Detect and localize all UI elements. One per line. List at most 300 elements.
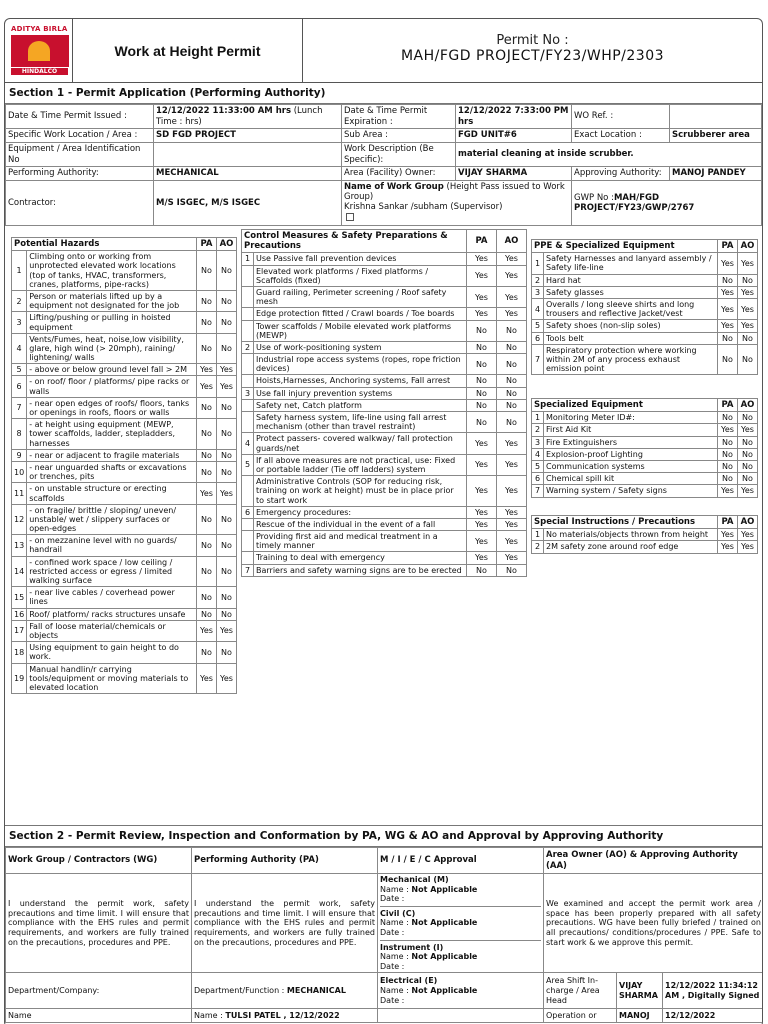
exact-location-label: Exact Location :	[572, 129, 670, 143]
hazard-row-row-pa: Yes	[197, 364, 217, 376]
control-row	[242, 387, 527, 399]
wg-column-header: Work Group / Contractors (WG)	[6, 848, 192, 874]
control-measures-table	[241, 229, 527, 577]
control-row-row-text: Hoists,Harnesses, Anchoring systems, Fall arrest	[254, 375, 467, 387]
control-row-row-pa: Yes	[467, 265, 497, 286]
ppe-row-row-number: 5	[532, 320, 544, 332]
hazard-row-row-pa: No	[197, 290, 217, 311]
hazard-row-row-ao: Yes	[217, 663, 237, 694]
special-equipment-row	[532, 448, 758, 460]
hazard-row-row-number: 9	[12, 449, 27, 461]
special-equipment-pa-header: PA	[718, 399, 738, 412]
ppe-row-row-number: 6	[532, 332, 544, 344]
special-equipment-row-row-number: 6	[532, 473, 544, 485]
control-row-row-pa: Yes	[467, 506, 497, 518]
hazard-row	[12, 251, 237, 291]
control-row-row-text: Safety net, Catch platform	[254, 399, 467, 411]
hazard-row-row-pa: No	[197, 461, 217, 482]
control-row	[242, 253, 527, 265]
area-shift-name: VIJAY SHARMA	[617, 973, 663, 1009]
special-equipment-row-row-number: 2	[532, 424, 544, 436]
control-row	[242, 354, 527, 375]
ppe-row-row-pa: No	[718, 344, 738, 375]
special-equipment-row-row-pa: No	[718, 448, 738, 460]
control-row-row-number	[242, 518, 254, 530]
ppe-row-row-text: Safety Harnesses and lanyard assembly / Safety life-line	[544, 253, 718, 274]
hazard-row-row-ao: No	[217, 461, 237, 482]
special-instruction-row-row-text: No materials/objects thrown from height	[544, 529, 718, 541]
control-row	[242, 412, 527, 433]
hazard-row-row-ao: No	[217, 312, 237, 333]
section2	[5, 825, 763, 1023]
mieg-approvals	[378, 874, 544, 973]
control-row-row-pa: Yes	[467, 454, 497, 475]
hazard-row-row-text: - at height using equipment (MEWP, tower scaffolds, ladder, stepladders, harnesses	[27, 419, 197, 450]
hazard-row-row-number: 17	[12, 620, 27, 641]
form-title: Work at Height Permit	[73, 19, 303, 82]
control-row-row-number	[242, 399, 254, 411]
section2-title: Section 2 - Permit Review, Inspection and Conformation by PA, WG & AO and Approval by Approving Authority	[5, 825, 763, 847]
special-instructions-ao-header: AO	[738, 516, 758, 529]
control-row	[242, 518, 527, 530]
hazard-row	[12, 483, 237, 504]
ppe-row-row-pa: Yes	[718, 253, 738, 274]
ppe-row-row-ao: Yes	[738, 320, 758, 332]
special-equipment-row-row-ao: Yes	[738, 485, 758, 497]
special-equipment-row-row-text: First Aid Kit	[544, 424, 718, 436]
hazard-row-row-text: Roof/ platform/ racks structures unsafe	[27, 608, 197, 620]
control-row-row-number: 1	[242, 253, 254, 265]
hazard-row-row-ao: No	[217, 290, 237, 311]
control-row-row-text: Providing first aid and medical treatment in a timely manner	[254, 531, 467, 552]
hazard-row-row-number: 19	[12, 663, 27, 694]
operation-date: 12/12/2022	[663, 1009, 764, 1023]
control-row-row-number	[242, 354, 254, 375]
hazard-row-row-pa: Yes	[197, 663, 217, 694]
special-equipment-row	[532, 412, 758, 424]
work-description-label: Work Description (Be Specific):	[342, 143, 456, 167]
operation-label: Operation or	[544, 1009, 617, 1023]
ppe-row	[532, 332, 758, 344]
hazard-row	[12, 419, 237, 450]
contractor-value: M/S ISGEC, M/S ISGEC	[154, 181, 342, 226]
section1-title: Section 1 - Permit Application (Performing Authority)	[5, 83, 762, 104]
hazard-row-row-number: 10	[12, 461, 27, 482]
control-row-row-pa: No	[467, 375, 497, 387]
control-row-row-number	[242, 412, 254, 433]
control-row	[242, 476, 527, 507]
special-instruction-row-row-number: 1	[532, 529, 544, 541]
hazard-row-row-number: 7	[12, 397, 27, 418]
hazard-row-row-pa: No	[197, 333, 217, 364]
special-equipment-row-row-number: 3	[532, 436, 544, 448]
control-row-row-ao: Yes	[497, 433, 527, 454]
control-row-row-text: Barriers and safety warning signs are to be erected	[254, 564, 467, 576]
control-row-row-number	[242, 308, 254, 320]
hazard-row-row-pa: No	[197, 504, 217, 535]
control-row-row-number: 4	[242, 433, 254, 454]
special-equipment-row-row-pa: No	[718, 460, 738, 472]
control-row	[242, 433, 527, 454]
control-row-row-pa: Yes	[467, 531, 497, 552]
hazard-row-row-text: Vents/Fumes, heat, noise,low visibility, glare, high wind (> 20mph), raining/ lightening/ walls	[27, 333, 197, 364]
issued-label: Date & Time Permit Issued :	[6, 105, 154, 129]
hazard-row-row-pa: No	[197, 397, 217, 418]
hazard-row	[12, 663, 237, 694]
hazard-row-row-ao: No	[217, 504, 237, 535]
special-equipment-row-row-text: Warning system / Safety signs	[544, 485, 718, 497]
ppe-pa-header: PA	[718, 240, 738, 253]
ppe-row-row-text: Safety shoes (non-slip soles)	[544, 320, 718, 332]
mechanical-approval: Mechanical (M) Name : Not Applicable Date :	[380, 875, 478, 904]
hazard-row	[12, 642, 237, 663]
controls-pa-header: PA	[467, 230, 497, 253]
gwp-number: GWP No :MAH/FGD PROJECT/FY23/GWP/2767	[572, 181, 762, 226]
potential-hazards-table	[11, 237, 237, 694]
special-equipment-row-row-pa: No	[718, 436, 738, 448]
special-equipment-row-row-ao: No	[738, 460, 758, 472]
ppe-row	[532, 344, 758, 375]
electrical-approval: Electrical (E) Name : Not Applicable Date :	[378, 973, 544, 1009]
equipment-value	[154, 143, 342, 167]
special-equipment-header: Specialized Equipment	[532, 399, 718, 412]
hazard-row	[12, 535, 237, 556]
hazard-row-row-ao: Yes	[217, 620, 237, 641]
hazard-row	[12, 333, 237, 364]
expiry-label: Date & Time Permit Expiration :	[342, 105, 456, 129]
hazard-row-row-text: - near live cables / coverhead power lines	[27, 587, 197, 608]
expiry-value: 12/12/2022 7:33:00 PM hrs	[456, 105, 572, 129]
control-row-row-number: 6	[242, 506, 254, 518]
work-group-checkbox[interactable]	[346, 213, 354, 221]
control-row-row-text: If all above measures are not practical, use: Fixed or portable ladder (Tie off ladders) system	[254, 454, 467, 475]
special-equipment-row-row-number: 1	[532, 412, 544, 424]
hazard-row-row-pa: Yes	[197, 483, 217, 504]
ao-column-header: Area Owner (AO) & Approving Authority (AA)	[544, 848, 764, 874]
special-equipment-row-row-text: Chemical spill kit	[544, 473, 718, 485]
ppe-row-row-ao: Yes	[738, 298, 758, 319]
control-row	[242, 320, 527, 341]
ppe-row	[532, 253, 758, 274]
special-equipment-row-row-pa: No	[718, 412, 738, 424]
hazard-row-row-ao: No	[217, 535, 237, 556]
ppe-row	[532, 320, 758, 332]
control-row-row-ao: Yes	[497, 454, 527, 475]
control-row-row-number	[242, 286, 254, 307]
hazard-row	[12, 449, 237, 461]
special-equipment-row-row-number: 4	[532, 448, 544, 460]
ppe-row-row-ao: No	[738, 332, 758, 344]
hazard-row-row-text: - near open edges of roofs/ floors, tanks or openings in roofs, floors or walls	[27, 397, 197, 418]
ppe-row-row-ao: No	[738, 344, 758, 375]
hazard-row	[12, 312, 237, 333]
name-row-blank	[378, 1009, 544, 1023]
special-equipment-row-row-number: 5	[532, 460, 544, 472]
control-row-row-ao: No	[497, 354, 527, 375]
area-shift-date: 12/12/2022 11:34:12 AM , Digitally Signed	[663, 973, 764, 1009]
special-equipment-row-row-pa: No	[718, 473, 738, 485]
permit-number	[303, 19, 762, 82]
hazard-row-row-ao: No	[217, 397, 237, 418]
permit-number-value: MAH/FGD PROJECT/FY23/WHP/2303	[400, 48, 665, 64]
pa-declaration: I understand the permit work, safety precautions and time limit. I will ensure that compliance with the EHS rules and permit requirements, and workers are fully trained on the precautions, procedures and PPE.	[192, 874, 378, 973]
hazard-row-row-pa: No	[197, 449, 217, 461]
ppe-row-row-text: Overalls / long sleeve shirts and long trousers and reflective Jacket/vest	[544, 298, 718, 319]
hazard-row-row-text: - on mezzanine level with no guards/ handrail	[27, 535, 197, 556]
special-instruction-row	[532, 541, 758, 553]
control-row	[242, 564, 527, 576]
hazards-pa-header: PA	[197, 238, 217, 251]
control-row	[242, 506, 527, 518]
ppe-row-row-ao: No	[738, 274, 758, 286]
hazard-row	[12, 290, 237, 311]
instrument-approval: Instrument (I) Name : Not Applicable Date :	[380, 940, 541, 972]
permit-form	[4, 18, 763, 1024]
hazard-row-row-number: 6	[12, 376, 27, 397]
control-row-row-pa: Yes	[467, 518, 497, 530]
ao-declaration: We examined and accept the permit work area / space has been properly prepared with all safety precautions. WG have been fully briefed / trained on all precautions/ conditions/procedures / PPE. Safe to start work & we approve this permit.	[544, 874, 764, 973]
special-equipment-row	[532, 424, 758, 436]
brand-name: ADITYA BIRLA	[11, 25, 68, 33]
mieg-column-header: M / I / E / C Approval	[378, 848, 544, 874]
area-owner-label: Area (Facility) Owner:	[342, 167, 456, 181]
special-equipment-row	[532, 436, 758, 448]
hazard-row-row-text: Lifting/pushing or pulling in hoisted equipment	[27, 312, 197, 333]
special-equipment-row-row-text: Communication systems	[544, 460, 718, 472]
control-row	[242, 531, 527, 552]
ppe-row-row-pa: Yes	[718, 286, 738, 298]
ppe-table	[531, 239, 758, 375]
control-row-row-ao: Yes	[497, 253, 527, 265]
control-row	[242, 308, 527, 320]
hazard-row-row-number: 13	[12, 535, 27, 556]
area-shift-label: Area Shift In-charge / Area Head	[544, 973, 617, 1009]
hazard-row-row-text: - confined work space / low ceiling / restricted access or egress / limited walking surface	[27, 556, 197, 587]
hazard-row-row-pa: No	[197, 556, 217, 587]
special-equipment-row	[532, 460, 758, 472]
ppe-header: PPE & Specialized Equipment	[532, 240, 718, 253]
hazard-row-row-ao: No	[217, 419, 237, 450]
special-equipment-row-row-ao: No	[738, 436, 758, 448]
wo-value	[670, 105, 762, 129]
sub-brand: HINDALCO	[11, 68, 68, 75]
special-equipment-row-row-text: Explosion-proof Lighting	[544, 448, 718, 460]
form-header	[5, 19, 762, 83]
hazard-row	[12, 608, 237, 620]
control-row-row-ao: Yes	[497, 265, 527, 286]
special-instructions-header: Special Instructions / Precautions	[532, 516, 718, 529]
special-equipment-row-row-ao: No	[738, 448, 758, 460]
hazard-row-row-ao: No	[217, 642, 237, 663]
control-row-row-pa: Yes	[467, 308, 497, 320]
hazard-row-row-ao: Yes	[217, 483, 237, 504]
special-instruction-row-row-number: 2	[532, 541, 544, 553]
control-row	[242, 375, 527, 387]
hazard-row-row-number: 4	[12, 333, 27, 364]
control-row-row-pa: No	[467, 412, 497, 433]
hazard-row-row-ao: No	[217, 251, 237, 291]
special-instruction-row	[532, 529, 758, 541]
controls-header: Control Measures & Safety Preparations & Precautions	[242, 230, 467, 253]
control-row-row-text: Training to deal with emergency	[254, 552, 467, 564]
ppe-row	[532, 274, 758, 286]
department-company-label: Department/Company:	[6, 973, 192, 1009]
control-row	[242, 399, 527, 411]
hazard-row-row-text: Using equipment to gain height to do work.	[27, 642, 197, 663]
hazard-row	[12, 397, 237, 418]
special-equipment-row-row-ao: No	[738, 473, 758, 485]
control-row-row-number: 2	[242, 341, 254, 353]
special-equipment-row	[532, 485, 758, 497]
control-row-row-ao: Yes	[497, 552, 527, 564]
special-equipment-row	[532, 473, 758, 485]
ppe-row-row-number: 4	[532, 298, 544, 319]
ppe-row-row-text: Tools belt	[544, 332, 718, 344]
control-row	[242, 341, 527, 353]
control-row	[242, 265, 527, 286]
hazard-row-row-text: Climbing onto or working from unprotected elevated work locations (top of tanks, HVAC, transformers, cranes, platforms, pipe-racks)	[27, 251, 197, 291]
special-equipment-row-row-text: Fire Extinguishers	[544, 436, 718, 448]
ppe-row-row-ao: Yes	[738, 253, 758, 274]
hazard-row-row-number: 2	[12, 290, 27, 311]
hazard-row	[12, 376, 237, 397]
special-equipment-row-row-text: Monitoring Meter ID#:	[544, 412, 718, 424]
control-row-row-pa: No	[467, 387, 497, 399]
hazard-row-row-pa: No	[197, 587, 217, 608]
hazard-row-row-ao: Yes	[217, 364, 237, 376]
control-row	[242, 286, 527, 307]
special-instruction-row-row-ao: Yes	[738, 529, 758, 541]
control-row-row-number	[242, 531, 254, 552]
work-group: Name of Work Group (Height Pass issued to Work Group) Krishna Sankar /subham (Supervisor)	[342, 181, 572, 226]
hazard-row-row-pa: No	[197, 642, 217, 663]
logo-mark	[11, 35, 69, 67]
control-row	[242, 454, 527, 475]
hazard-row-row-ao: No	[217, 608, 237, 620]
control-row-row-ao: Yes	[497, 506, 527, 518]
hazard-row-row-number: 5	[12, 364, 27, 376]
hazard-row	[12, 587, 237, 608]
hazard-row	[12, 556, 237, 587]
ppe-row-row-pa: Yes	[718, 298, 738, 319]
control-row-row-text: Use fall injury prevention systems	[254, 387, 467, 399]
control-row-row-text: Guard railing, Perimeter screening / Roof safety mesh	[254, 286, 467, 307]
contractor-label: Contractor:	[6, 181, 154, 226]
control-row-row-number	[242, 552, 254, 564]
company-logo	[5, 19, 73, 82]
wo-label: WO Ref. :	[572, 105, 670, 129]
control-row-row-pa: No	[467, 341, 497, 353]
control-row-row-number: 7	[242, 564, 254, 576]
approving-authority-label: Approving Authority:	[572, 167, 670, 181]
control-row-row-ao: No	[497, 320, 527, 341]
hazard-row-row-text: - near or adjacent to fragile materials	[27, 449, 197, 461]
work-description-value: material cleaning at inside scrubber.	[456, 143, 762, 167]
ppe-row-row-number: 1	[532, 253, 544, 274]
control-row-row-text: Tower scaffolds / Mobile elevated work platforms (MEWP)	[254, 320, 467, 341]
hazard-row-row-pa: No	[197, 535, 217, 556]
hazard-row-row-ao: No	[217, 587, 237, 608]
ppe-row-row-text: Respiratory protection where working within 2M of any process exhaust emission point	[544, 344, 718, 375]
hazard-row-row-pa: No	[197, 419, 217, 450]
ppe-ao-header: AO	[738, 240, 758, 253]
specialized-equipment-table	[531, 398, 758, 498]
control-row-row-number	[242, 320, 254, 341]
hazard-row-row-text: Person or materials lifted up by a equipment not designated for the job	[27, 290, 197, 311]
ppe-row-row-number: 7	[532, 344, 544, 375]
control-row-row-number: 5	[242, 454, 254, 475]
control-row-row-pa: Yes	[467, 552, 497, 564]
performing-authority-label: Performing Authority:	[6, 167, 154, 181]
hazard-row-row-number: 11	[12, 483, 27, 504]
hazard-row-row-number: 15	[12, 587, 27, 608]
control-row-row-text: Use Passive fall prevention devices	[254, 253, 467, 265]
location-value: SD FGD PROJECT	[154, 129, 342, 143]
control-row-row-ao: Yes	[497, 476, 527, 507]
special-instruction-row-row-text: 2M safety zone around roof edge	[544, 541, 718, 553]
performing-authority-value: MECHANICAL	[154, 167, 342, 181]
hazard-row-row-pa: No	[197, 608, 217, 620]
hazards-ao-header: AO	[217, 238, 237, 251]
special-equipment-row-row-number: 7	[532, 485, 544, 497]
ppe-row-row-ao: Yes	[738, 286, 758, 298]
ppe-row-row-pa: No	[718, 332, 738, 344]
controls-ao-header: AO	[497, 230, 527, 253]
hazards-header: Potential Hazards	[12, 238, 197, 251]
control-row-row-ao: Yes	[497, 518, 527, 530]
special-equipment-row-row-ao: Yes	[738, 424, 758, 436]
ppe-row	[532, 286, 758, 298]
ppe-row	[532, 298, 758, 319]
hazard-row-row-text: Fall of loose material/chemicals or objects	[27, 620, 197, 641]
hazard-row-row-ao: No	[217, 449, 237, 461]
approving-authority-value: MANOJ PANDEY	[670, 167, 762, 181]
control-row-row-text: Protect passers- covered walkway/ fall protection guards/net	[254, 433, 467, 454]
name-row-label: Name	[6, 1009, 192, 1023]
special-equipment-ao-header: AO	[738, 399, 758, 412]
exact-location-value: Scrubberer area	[670, 129, 762, 143]
control-row-row-ao: Yes	[497, 286, 527, 307]
control-row-row-pa: No	[467, 354, 497, 375]
issued-value: 12/12/2022 11:33:00 AM hrs (Lunch Time : hrs)	[154, 105, 342, 129]
hazard-row-row-number: 8	[12, 419, 27, 450]
control-row-row-text: Elevated work platforms / Fixed platforms / Scaffolds (fixed)	[254, 265, 467, 286]
control-row-row-text: Rescue of the individual in the event of a fall	[254, 518, 467, 530]
ppe-row-row-pa: No	[718, 274, 738, 286]
hazard-row-row-ao: No	[217, 333, 237, 364]
control-row-row-number	[242, 476, 254, 507]
hazard-row-row-pa: No	[197, 312, 217, 333]
control-row	[242, 552, 527, 564]
permit-number-label: Permit No :	[496, 33, 569, 48]
operation-name: MANOJ	[617, 1009, 663, 1023]
control-row-row-pa: Yes	[467, 286, 497, 307]
ppe-row-row-number: 3	[532, 286, 544, 298]
hazard-row-row-text: - on roof/ floor / platforms/ pipe racks or walls	[27, 376, 197, 397]
special-instruction-row-row-ao: Yes	[738, 541, 758, 553]
ppe-row-row-text: Safety glasses	[544, 286, 718, 298]
ppe-row-row-text: Hard hat	[544, 274, 718, 286]
control-row-row-text: Industrial rope access systems (ropes, rope friction devices)	[254, 354, 467, 375]
control-row-row-pa: Yes	[467, 476, 497, 507]
control-row-row-number	[242, 375, 254, 387]
control-row-row-text: Emergency procedures:	[254, 506, 467, 518]
subarea-label: Sub Area :	[342, 129, 456, 143]
hazard-row-row-pa: Yes	[197, 376, 217, 397]
hazard-row-row-number: 16	[12, 608, 27, 620]
control-row-row-pa: No	[467, 399, 497, 411]
hazard-row-row-text: - above or below ground level fall > 2M	[27, 364, 197, 376]
